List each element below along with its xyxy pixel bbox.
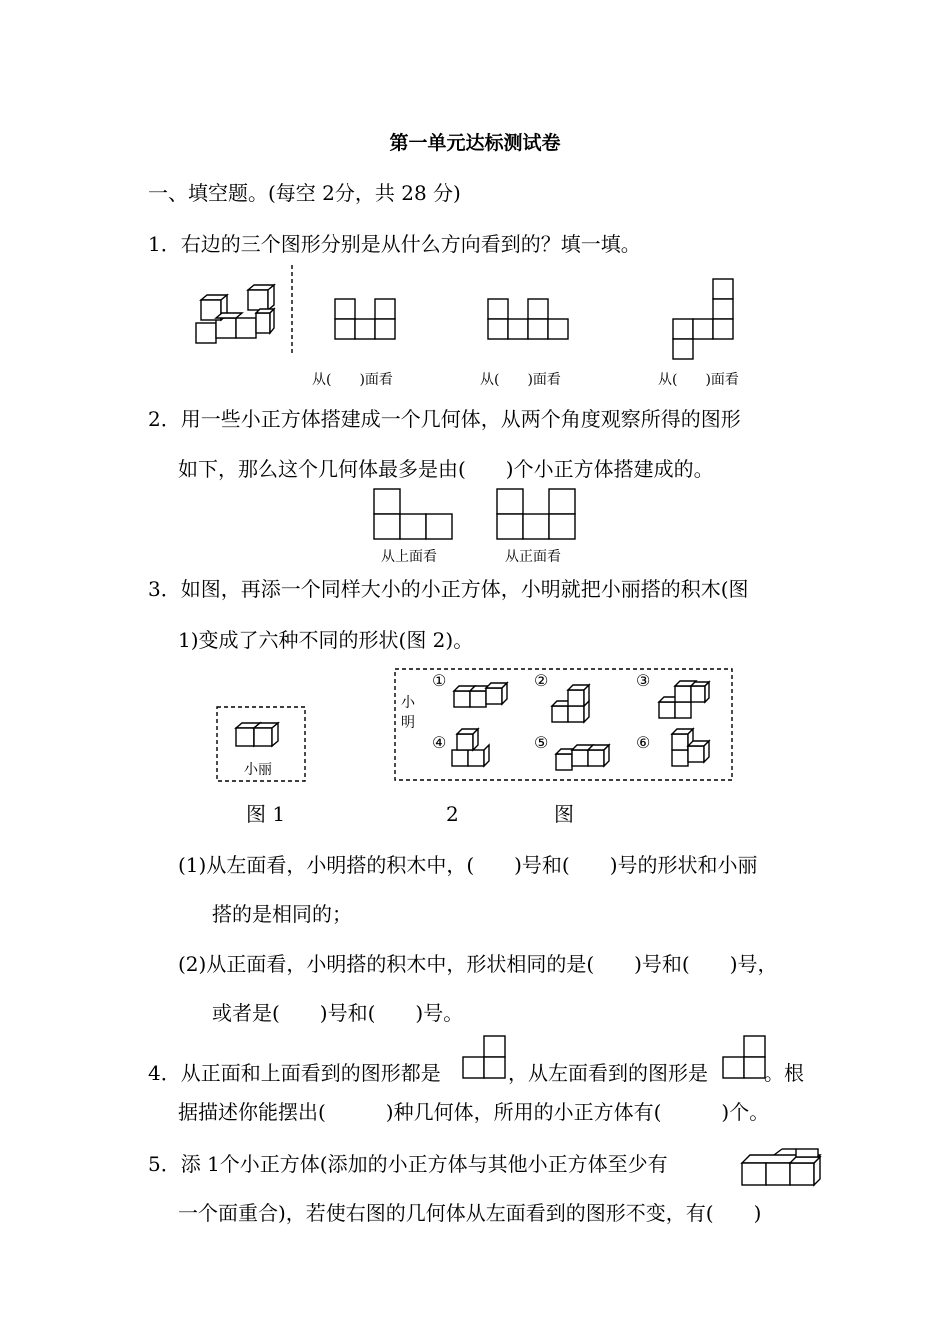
q5-line2: 一个面重合)，若使右图的几何体从左面看到的图形不变，有( ) — [178, 1201, 762, 1225]
q1-cube-figure — [190, 282, 280, 352]
q2-top-view — [373, 488, 455, 542]
q1-divider — [290, 265, 294, 355]
q2-caption-front: 从正面看 — [505, 549, 561, 565]
q1-view-b — [487, 298, 573, 342]
q3-line1: 3．如图，再添一个同样大小的小正方体，小明就把小丽搭的积木(图 — [148, 577, 749, 601]
q3-number-6: ⑥ — [636, 733, 651, 752]
q1-caption-2: 从( )面看 — [480, 372, 561, 388]
q4-front-top-icon — [462, 1035, 510, 1081]
q3-sub2-line1: (2)从正面看，小明搭的积木中，形状相同的是( )号和( )号， — [178, 952, 778, 976]
q4-part1: 4．从正面和上面看到的图形都是 — [148, 1061, 441, 1085]
q4-line2: 据描述你能摆出( )种几何体，所用的小正方体有( )个。 — [178, 1100, 770, 1124]
q1-caption-1: 从( )面看 — [312, 372, 393, 388]
q2-line2: 如下，那么这个几何体最多是由( )个小正方体搭建成的。 — [178, 457, 714, 481]
q3-number-1: ① — [432, 671, 447, 690]
page-title: 第一单元达标测试卷 — [389, 132, 561, 154]
q3-number-4: ④ — [432, 733, 447, 752]
q1-text: 1．右边的三个图形分别是从什么方向看到的？填一填。 — [148, 232, 641, 256]
q3-line2: 1)变成了六种不同的形状(图 2)。 — [178, 628, 474, 652]
q3-number-2: ② — [534, 671, 549, 690]
q2-line1: 2．用一些小正方体搭建成一个几何体，从两个角度观察所得的图形 — [148, 407, 741, 431]
q3-fig2-caption-b: 图 — [554, 802, 574, 826]
q3-number-3: ③ — [636, 671, 651, 690]
q3-sub2-line2: 或者是( )号和( )号。 — [212, 1001, 464, 1025]
q1-view-a — [334, 298, 398, 342]
q3-fig1-label: 小丽 — [244, 762, 272, 778]
q4-part3: 。根 — [764, 1061, 804, 1085]
q2-front-view — [496, 488, 578, 542]
q3-fig1-caption: 图 1 — [246, 802, 286, 826]
q4-part2: ，从左面看到的图形是 — [508, 1061, 708, 1085]
q1-view-c — [672, 278, 738, 364]
q3-fig2-caption-a: 2 — [446, 802, 459, 826]
q2-caption-top: 从上面看 — [381, 549, 437, 565]
q3-number-5: ⑤ — [534, 733, 549, 752]
q3-fig2-label: 小明 — [401, 695, 415, 731]
q1-caption-3: 从( )面看 — [658, 372, 739, 388]
q3-sub1-line2: 搭的是相同的； — [212, 902, 352, 926]
section-heading: 一、填空题。(每空 2分，共 28 分) — [148, 181, 461, 205]
q3-sub1-line1: (1)从左面看，小明搭的积木中，( )号和( )号的形状和小丽 — [178, 853, 758, 877]
q5-cube-figure — [738, 1146, 824, 1194]
q5-line1: 5．添 1个小正方体(添加的小正方体与其他小正方体至少有 — [148, 1152, 668, 1176]
q4-left-icon — [722, 1035, 770, 1081]
